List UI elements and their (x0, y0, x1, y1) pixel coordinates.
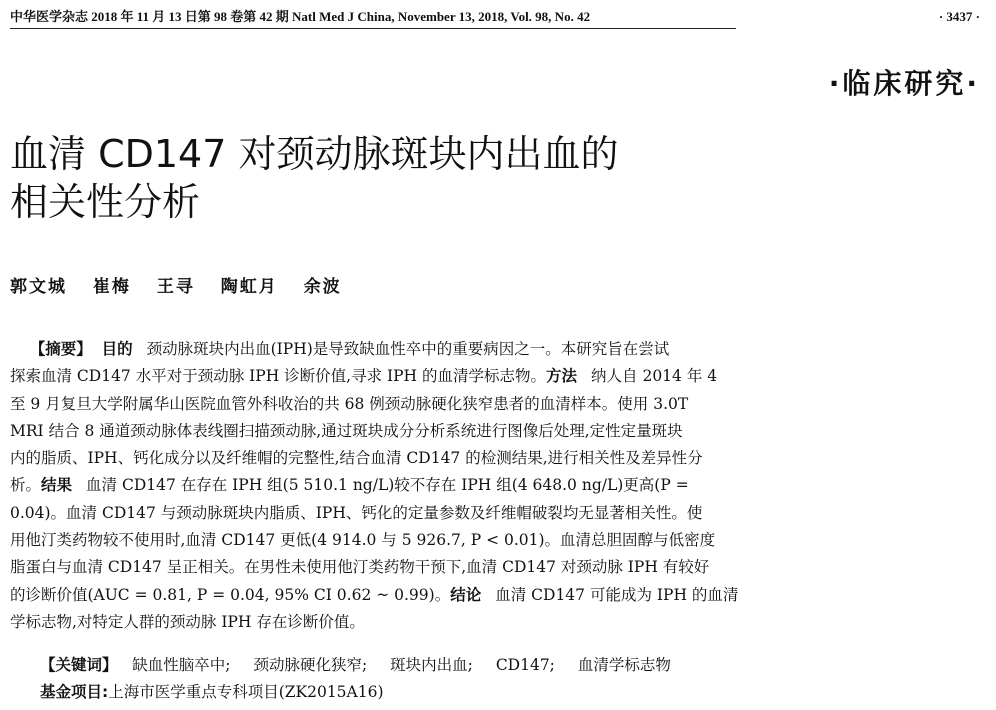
keyword: 缺血性脑卒中; (132, 656, 231, 674)
abstract-line: 内的脂质、IPH、钙化成分以及纤维帽的完整性,结合血清 CD147 的检测结果,进行相关性及差异性分 (10, 449, 703, 468)
abstract-text: 颈动脉斑块内出血(IPH)是导致缺血性卒中的重要病因之一。本研究旨在尝试 (146, 340, 670, 358)
article-title (10, 130, 710, 226)
abstract-line: MRI 结合 8 通道颈动脉体表线圈扫描颈动脉,通过斑块成分分析系统进行图像后处理,定性定量斑块 (10, 421, 683, 440)
abstract-line: 学标志物,对特定人群的颈动脉 IPH 存在诊断价值。 (10, 612, 365, 631)
fund-label: 基金项目: (40, 683, 109, 701)
keyword: CD147; (495, 656, 555, 674)
abstract-line (10, 336, 802, 363)
keyword: 颈动脉硬化狭窄; (253, 656, 368, 674)
author: 陶虹月 (220, 277, 278, 297)
author: 崔梅 (92, 277, 131, 297)
title-line-1: 血清 CD147 对颈动脉斑块内出血的 (10, 132, 619, 176)
abstract-line: 用他汀类药物较不使用时,血清 CD147 更低(4 914.0 与 5 926.7, P < 0.01)。血清总胆固醇与低密度 (10, 531, 716, 550)
journal-header: 中华医学杂志 2018 年 11 月 13 日第 98 卷第 42 期 Natl Med J China, November 13, 2018, Vol. 98, No. 42 (10, 8, 736, 29)
abstract-text: 纳人自 2014 年 4 (591, 367, 718, 386)
abstract-line (10, 472, 802, 499)
abstract-label: 【摘要】 (29, 340, 92, 358)
fund-info (40, 680, 800, 704)
author: 余波 (303, 277, 342, 297)
section-label: ·临床研究· (828, 67, 980, 100)
title-line-2: 相关性分析 (10, 180, 201, 224)
fund-text: 上海市医学重点专科项目(ZK2015A16) (108, 683, 384, 701)
author: 郭文城 (10, 277, 67, 297)
abstract-text: 血清 CD147 可能成为 IPH 的血清 (495, 585, 739, 604)
abstract-line (10, 363, 802, 390)
abstract-line: 0.04)。血清 CD147 与颈动脉斑块内脂质、IPH、钙化的定量参数及纤维帽破裂均无显著相关性。使 (10, 503, 703, 522)
keywords (40, 653, 800, 677)
conclusion-label: 结论 (450, 585, 482, 604)
abstract-line: 至 9 月复旦大学附属华山医院血管外科收治的共 68 例颈动脉硬化狭窄患者的血清样本。使用 3.0T (10, 394, 689, 413)
results-label: 结果 (41, 476, 73, 495)
abstract-text: 析。 (10, 476, 42, 495)
abstract-text: 探索血清 CD147 水平对于颈动脉 IPH 诊断价值,寻求 IPH 的血清学标志物。 (10, 367, 547, 386)
page-number: · 3437 · (938, 9, 980, 24)
author: 王寻 (156, 277, 195, 297)
author-list (10, 272, 610, 297)
abstract-line (10, 582, 802, 609)
keyword: 血清学标志物 (577, 656, 671, 674)
keyword: 斑块内出血; (390, 656, 473, 674)
abstract-text: 的诊断价值(AUC = 0.81, P = 0.04, 95% CI 0.62 ~ 0.99)。 (10, 585, 451, 604)
abstract (10, 336, 802, 636)
objective-label: 目的 (101, 340, 133, 358)
keywords-label: 【关键词】 (40, 656, 118, 674)
abstract-text: 血清 CD147 在存在 IPH 组(5 510.1 ng/L)较不存在 IPH 组(4 648.0 ng/L)更高(P = (86, 476, 689, 495)
methods-label: 方法 (546, 367, 578, 386)
abstract-line: 脂蛋白与血清 CD147 呈正相关。在男性未使用他汀类药物干预下,血清 CD147 对颈动脉 IPH 有较好 (10, 558, 710, 577)
